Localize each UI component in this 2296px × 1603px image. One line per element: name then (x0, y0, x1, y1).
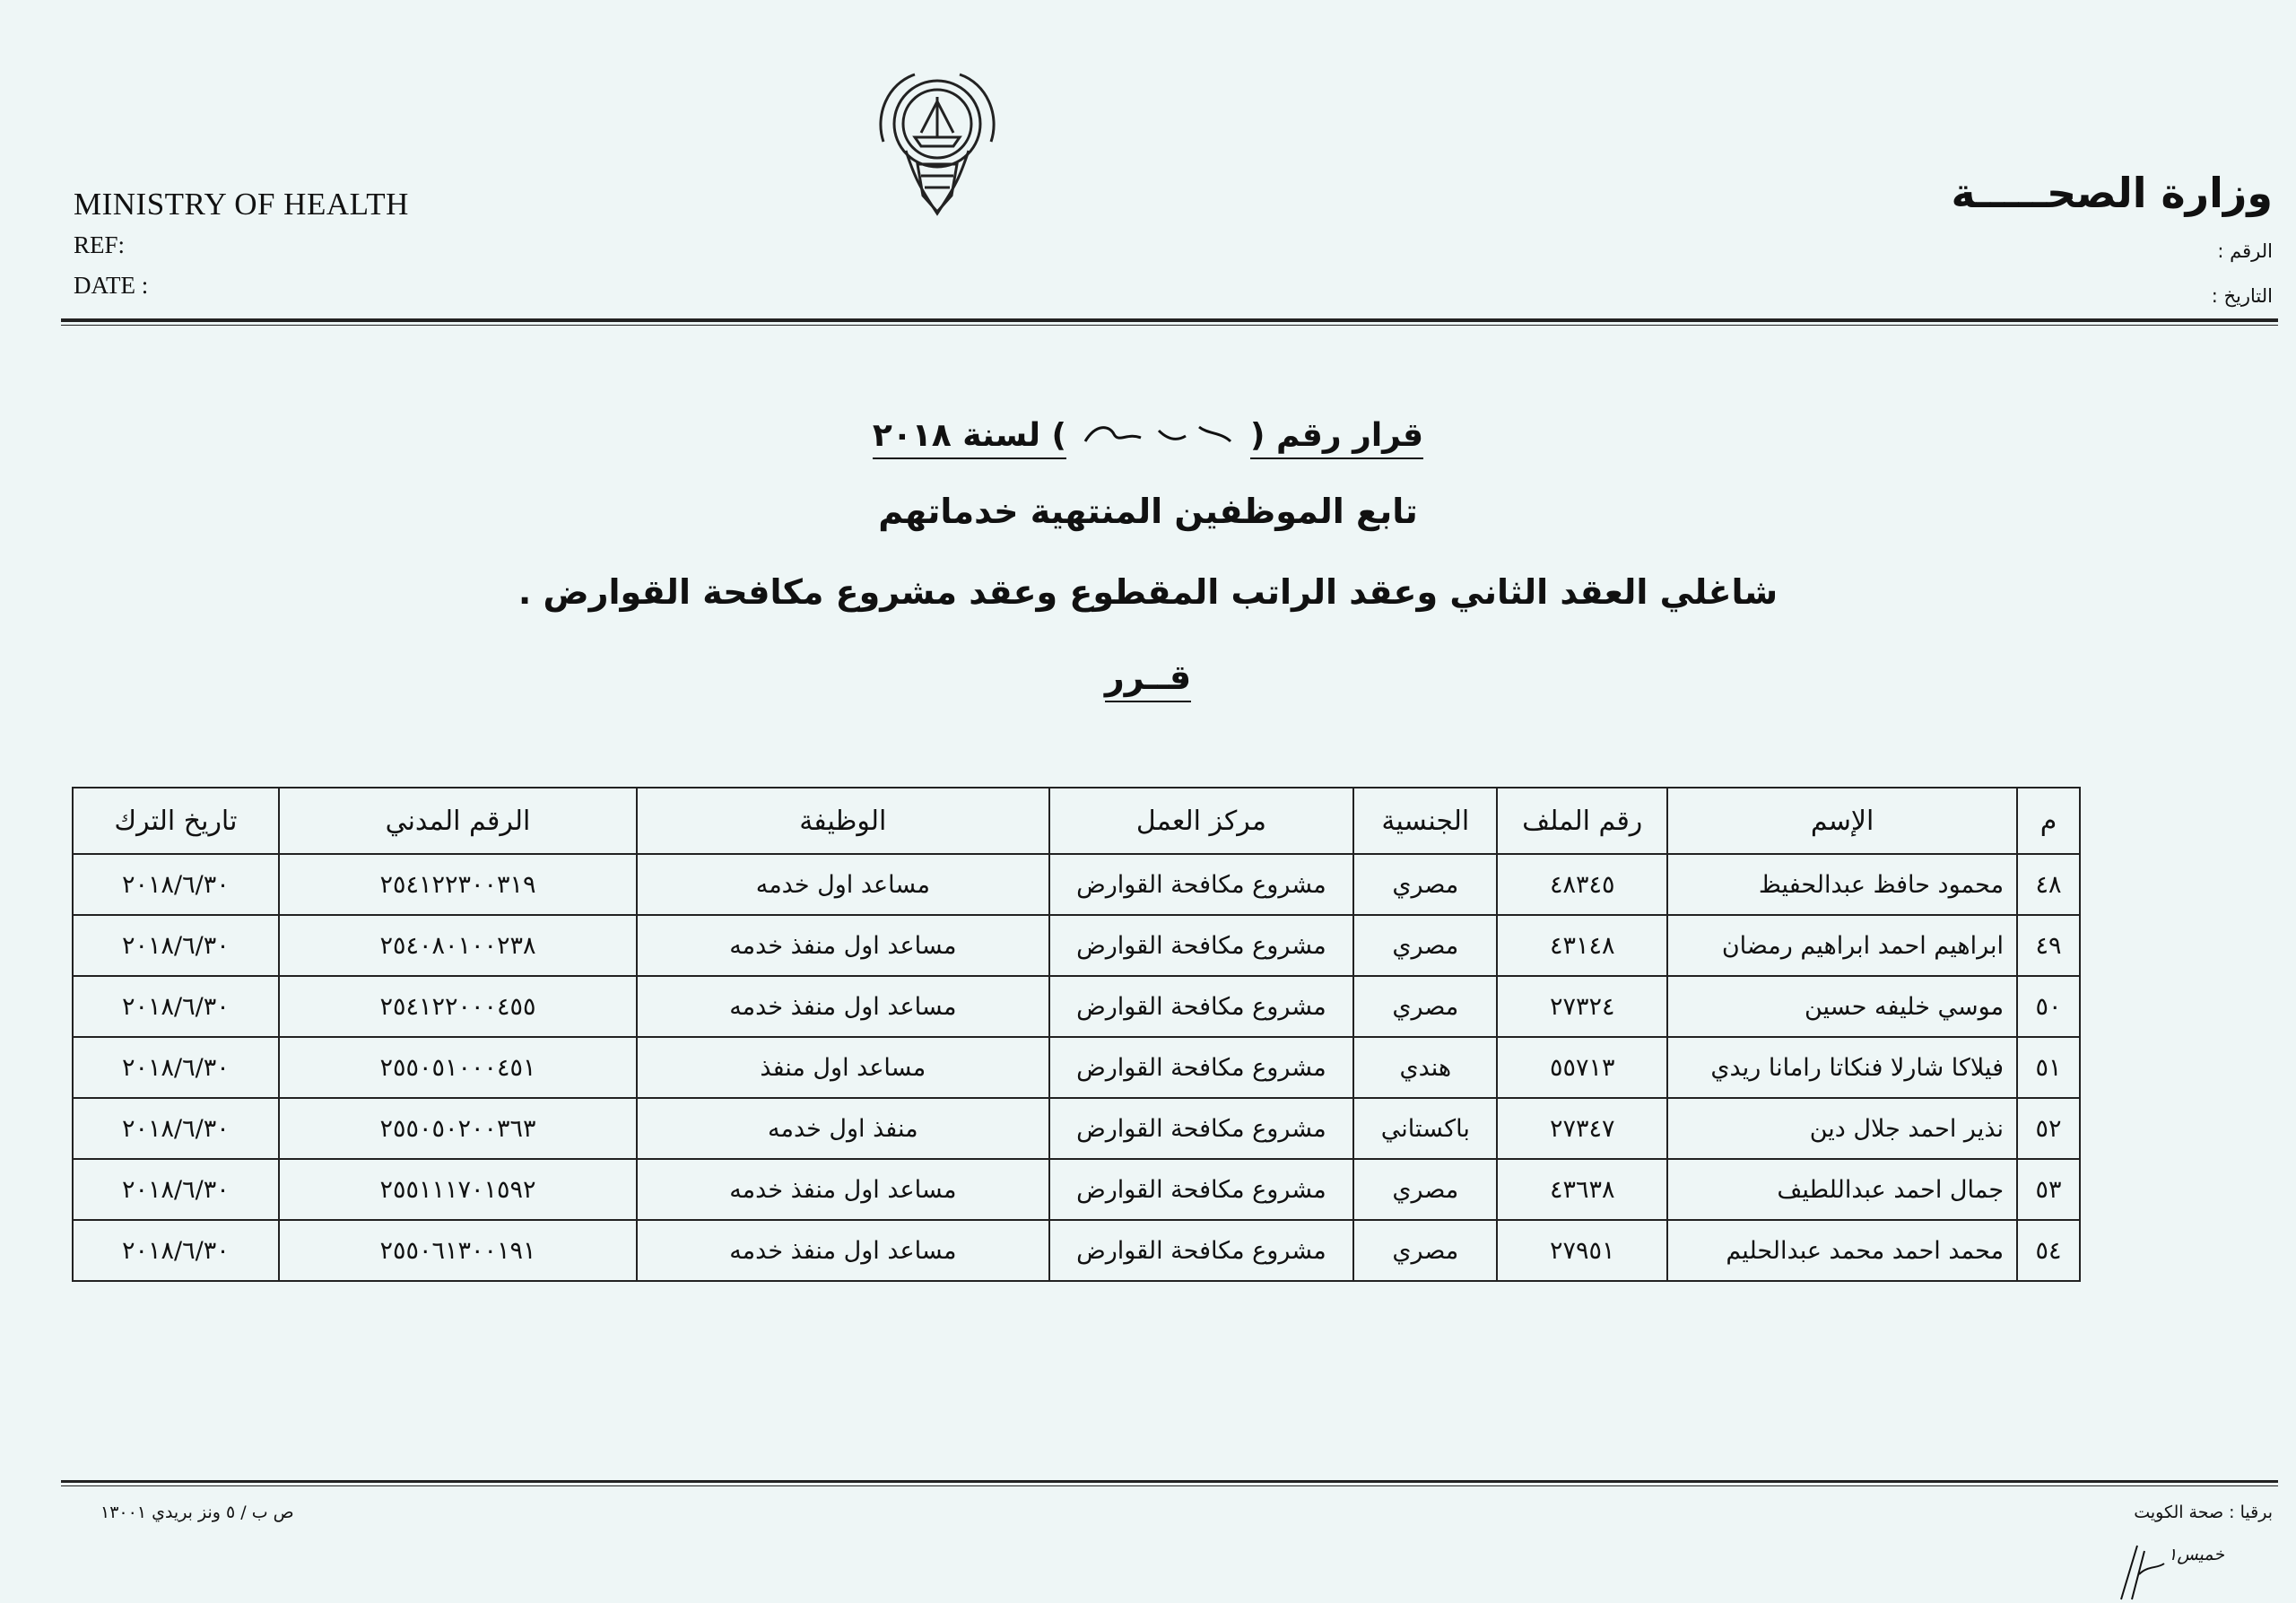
leave-date-cell: ٢٠١٨/٦/٣٠ (73, 1220, 279, 1281)
decision-subject-line1: تابع الموظفين المنتهية خدماتهم (878, 492, 1418, 531)
civil-id-cell: ٢٥٥٠٦١٣٠٠١٩١ (279, 1220, 637, 1281)
col-file-no-header: رقم الملف (1497, 788, 1667, 854)
employee-name-cell: فيلاكا شارلا فنكاتا رامانا ريدي (1667, 1037, 2017, 1098)
row-no-cell: ٥٤ (2017, 1220, 2080, 1281)
civil-id-cell: ٢٥٤١٢٢٠٠٠٤٥٥ (279, 976, 637, 1037)
decided-label: قــرر (1105, 658, 1191, 702)
nationality-cell: مصري (1353, 1159, 1497, 1220)
civil-id-cell: ٢٥٥٠٥١٠٠٠٤٥١ (279, 1037, 637, 1098)
row-no-cell: ٥٢ (2017, 1098, 2080, 1159)
table-row (73, 854, 2080, 915)
footer-divider-thin (61, 1485, 2278, 1486)
civil-id-cell: ٢٥٥١١١٧٠١٥٩٢ (279, 1159, 637, 1220)
signature-mark-icon (2112, 1538, 2184, 1601)
nationality-cell: مصري (1353, 1220, 1497, 1281)
nationality-cell: مصري (1353, 854, 1497, 915)
decision-number-prefix: قرار رقم ( (1250, 417, 1423, 459)
employee-name-cell: محمود حافظ عبدالحفيظ (1667, 854, 2017, 915)
nationality-cell: مصري (1353, 976, 1497, 1037)
decision-number-line (0, 414, 2296, 459)
workplace-cell: مشروع مكافحة القوارض (1049, 1159, 1354, 1220)
file-number-cell: ٢٧٩٥١ (1497, 1220, 1667, 1281)
workplace-cell: مشروع مكافحة القوارض (1049, 1220, 1354, 1281)
job-title-cell: منفذ اول خدمه (637, 1098, 1048, 1159)
nationality-cell: هندي (1353, 1037, 1497, 1098)
leave-date-cell: ٢٠١٨/٦/٣٠ (73, 976, 279, 1037)
row-no-cell: ٤٨ (2017, 854, 2080, 915)
nationality-cell: باكستاني (1353, 1098, 1497, 1159)
table-row (73, 1159, 2080, 1220)
employee-name-cell: نذير احمد جلال دين (1667, 1098, 2017, 1159)
civil-id-cell: ٢٥٤٠٨٠١٠٠٢٣٨ (279, 915, 637, 976)
date-label-en: DATE : (74, 272, 149, 299)
job-title-cell: مساعد اول منفذ خدمه (637, 1220, 1048, 1281)
table-header-row (73, 788, 2080, 854)
col-job-header: الوظيفة (637, 788, 1048, 854)
leave-date-cell: ٢٠١٨/٦/٣٠ (73, 1098, 279, 1159)
ministry-name-en: MINISTRY OF HEALTH (74, 187, 409, 222)
file-number-cell: ٤٣٦٣٨ (1497, 1159, 1667, 1220)
decision-subject-line2: شاغلي العقد الثاني وعقد الراتب المقطوع وعقد مشروع مكافحة القوارض . (517, 572, 1779, 612)
nationality-cell: مصري (1353, 915, 1497, 976)
civil-id-cell: ٢٥٥٠٥٠٢٠٠٣٦٣ (279, 1098, 637, 1159)
cable-address: برقيا : صحة الكويت (2134, 1503, 2273, 1522)
file-number-cell: ٢٧٣٤٧ (1497, 1098, 1667, 1159)
job-title-cell: مساعد اول منفذ خدمه (637, 976, 1048, 1037)
col-nationality-header: الجنسية (1353, 788, 1497, 854)
header-divider (61, 318, 2278, 322)
ref-label-ar: الرقم : (2217, 240, 2273, 262)
employee-name-cell: محمد احمد محمد عبدالحليم (1667, 1220, 2017, 1281)
row-no-cell: ٥٠ (2017, 976, 2080, 1037)
workplace-cell: مشروع مكافحة القوارض (1049, 915, 1354, 976)
handwritten-number-icon (1078, 414, 1239, 459)
job-title-cell: مساعد اول خدمه (637, 854, 1048, 915)
date-label-ar: التاريخ : (2211, 285, 2273, 307)
file-number-cell: ٤٨٣٤٥ (1497, 854, 1667, 915)
row-no-cell: ٥٣ (2017, 1159, 2080, 1220)
row-no-cell: ٤٩ (2017, 915, 2080, 976)
col-workplace-header: مركز العمل (1049, 788, 1354, 854)
col-civil-id-header: الرقم المدني (279, 788, 637, 854)
file-number-cell: ٤٣١٤٨ (1497, 915, 1667, 976)
table-row (73, 1037, 2080, 1098)
leave-date-cell: ٢٠١٨/٦/٣٠ (73, 1037, 279, 1098)
handwritten-note: خميس١ (2168, 1545, 2224, 1564)
civil-id-cell: ٢٥٤١٢٢٣٠٠٣١٩ (279, 854, 637, 915)
ref-label-en: REF: (74, 231, 126, 258)
leave-date-cell: ٢٠١٨/٦/٣٠ (73, 1159, 279, 1220)
col-no-header: م (2017, 788, 2080, 854)
col-leave-date-header: تاريخ الترك (73, 788, 279, 854)
job-title-cell: مساعد اول منفذ (637, 1037, 1048, 1098)
row-no-cell: ٥١ (2017, 1037, 2080, 1098)
workplace-cell: مشروع مكافحة القوارض (1049, 1037, 1354, 1098)
decided-heading (0, 658, 2296, 697)
file-number-cell: ٥٥٧١٣ (1497, 1037, 1667, 1098)
workplace-cell: مشروع مكافحة القوارض (1049, 1098, 1354, 1159)
table-row (73, 1098, 2080, 1159)
leave-date-cell: ٢٠١٨/٦/٣٠ (73, 915, 279, 976)
footer-divider (61, 1480, 2278, 1483)
table-row (73, 976, 2080, 1037)
leave-date-cell: ٢٠١٨/٦/٣٠ (73, 854, 279, 915)
employees-table (72, 787, 2081, 1282)
job-title-cell: مساعد اول منفذ خدمه (637, 1159, 1048, 1220)
po-box: ص ب / ٥ ونز بريدي ١٣٠٠١ (100, 1503, 294, 1522)
job-title-cell: مساعد اول منفذ خدمه (637, 915, 1048, 976)
workplace-cell: مشروع مكافحة القوارض (1049, 854, 1354, 915)
employee-name-cell: جمال احمد عبداللطيف (1667, 1159, 2017, 1220)
decision-number-suffix: ) لسنة ٢٠١٨ (873, 417, 1066, 459)
col-name-header: الإسم (1667, 788, 2017, 854)
table-row (73, 915, 2080, 976)
ministry-name-ar: وزارة الصحـــــة (1951, 169, 2273, 217)
header-divider-thin (61, 325, 2278, 326)
file-number-cell: ٢٧٣٢٤ (1497, 976, 1667, 1037)
employee-name-cell: موسي خليفه حسين (1667, 976, 2017, 1037)
kuwait-emblem-icon (865, 61, 1009, 222)
employee-name-cell: ابراهيم احمد ابراهيم رمضان (1667, 915, 2017, 976)
workplace-cell: مشروع مكافحة القوارض (1049, 976, 1354, 1037)
table-row (73, 1220, 2080, 1281)
